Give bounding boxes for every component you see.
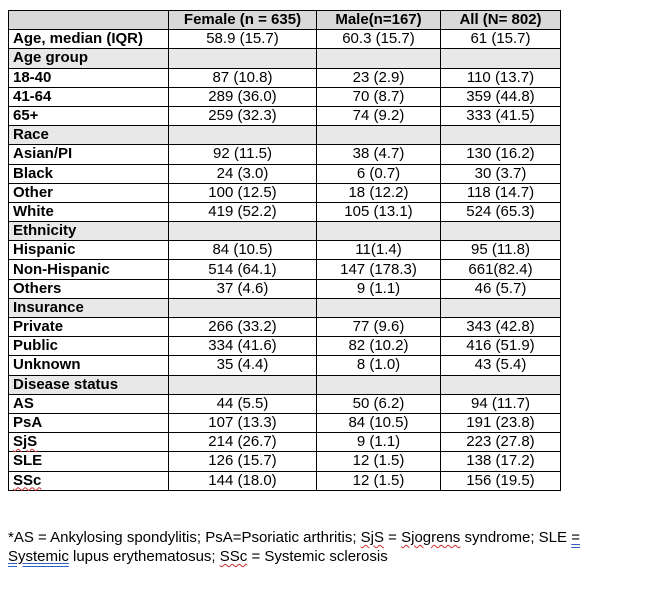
footnote-text: = [384,529,402,546]
cell-male [317,126,441,145]
header-cell-all: All (N= 802) [441,11,561,30]
row-label [9,433,169,452]
demographics-table [8,10,561,491]
row-label: Other [9,183,169,202]
cell-all: 61 (15.7) [441,30,561,49]
cell-all: 130 (16.2) [441,145,561,164]
table-row [9,337,561,356]
cell-all [441,49,561,68]
cell-female: 266 (33.2) [169,318,317,337]
cell-female [169,126,317,145]
table-row [9,202,561,221]
cell-all: 156 (19.5) [441,471,561,490]
footnote-sjogrens: Sjogrens [401,529,461,546]
cell-female: 259 (32.3) [169,106,317,125]
cell-female: 107 (13.3) [169,413,317,432]
cell-male: 11(1.4) [317,241,441,260]
cell-male: 84 (10.5) [317,413,441,432]
cell-all [441,126,561,145]
ssc-label: SSc [13,471,42,489]
cell-female: 37 (4.6) [169,279,317,298]
row-label [9,471,169,490]
header-cell-female: Female (n = 635) [169,11,317,30]
table-row [9,241,561,260]
cell-male: 9 (1.1) [317,279,441,298]
cell-all: 95 (11.8) [441,241,561,260]
cell-male: 74 (9.2) [317,106,441,125]
cell-female: 92 (11.5) [169,145,317,164]
cell-male [317,375,441,394]
footnote-text: syndrome; SLE [460,529,572,546]
cell-all: 333 (41.5) [441,106,561,125]
cell-female: 35 (4.4) [169,356,317,375]
cell-female: 58.9 (15.7) [169,30,317,49]
footnote [8,528,638,566]
cell-male: 23 (2.9) [317,68,441,87]
cell-all: 223 (27.8) [441,433,561,452]
section-label: Ethnicity [9,222,169,241]
cell-male: 70 (8.7) [317,87,441,106]
cell-female [169,375,317,394]
cell-female [169,49,317,68]
footnote-text: = Systemic sclerosis [247,548,388,565]
row-label: Hispanic [9,241,169,260]
row-label: Public [9,337,169,356]
table-row [9,318,561,337]
cell-male: 60.3 (15.7) [317,30,441,49]
cell-male: 9 (1.1) [317,433,441,452]
cell-female: 44 (5.5) [169,394,317,413]
cell-female: 419 (52.2) [169,202,317,221]
section-row [9,298,561,317]
section-label: Age group [9,49,169,68]
table-row [9,471,561,490]
cell-all: 30 (3.7) [441,164,561,183]
cell-female: 144 (18.0) [169,471,317,490]
cell-male [317,222,441,241]
cell-male: 105 (13.1) [317,202,441,221]
cell-female: 126 (15.7) [169,452,317,471]
table-row [9,30,561,49]
table-row [9,145,561,164]
row-label: Private [9,318,169,337]
row-label: Black [9,164,169,183]
cell-male: 77 (9.6) [317,318,441,337]
footnote-sjs: SjS [360,529,384,546]
cell-female: 289 (36.0) [169,87,317,106]
row-label: Age, median (IQR) [9,30,169,49]
row-label: Asian/PI [9,145,169,164]
cell-all: 191 (23.8) [441,413,561,432]
section-row [9,49,561,68]
table-row [9,87,561,106]
table-row [9,394,561,413]
cell-female: 334 (41.6) [169,337,317,356]
table-row [9,164,561,183]
row-label: Others [9,279,169,298]
cell-male: 12 (1.5) [317,471,441,490]
cell-all [441,222,561,241]
sjs-label: SjS [13,433,38,451]
row-label: SLE [9,452,169,471]
section-row [9,375,561,394]
footnote-text: lupus erythematosus; [68,548,220,565]
footnote-text: *AS = Ankylosing spondylitis; PsA=Psoriatic arthritis; [8,529,361,546]
row-label: Non-Hispanic [9,260,169,279]
row-label: PsA [9,413,169,432]
cell-male [317,298,441,317]
cell-female [169,298,317,317]
section-label: Insurance [9,298,169,317]
section-row [9,126,561,145]
header-row [9,11,561,30]
header-cell-male: Male(n=167) [317,11,441,30]
cell-female: 24 (3.0) [169,164,317,183]
cell-male: 50 (6.2) [317,394,441,413]
table-row [9,183,561,202]
table-row [9,279,561,298]
cell-all: 43 (5.4) [441,356,561,375]
cell-female: 84 (10.5) [169,241,317,260]
cell-all: 661(82.4) [441,260,561,279]
cell-female: 514 (64.1) [169,260,317,279]
cell-all: 138 (17.2) [441,452,561,471]
table-row [9,68,561,87]
footnote-systemic: Systemic [8,548,69,565]
cell-male: 8 (1.0) [317,356,441,375]
cell-all: 416 (51.9) [441,337,561,356]
cell-male: 18 (12.2) [317,183,441,202]
table-row [9,433,561,452]
footnote-ssc: SSc [219,548,248,565]
header-cell-blank [9,11,169,30]
cell-all: 343 (42.8) [441,318,561,337]
row-label: 65+ [9,106,169,125]
section-label: Race [9,126,169,145]
cell-female: 87 (10.8) [169,68,317,87]
footnote-equals: = [571,529,580,546]
cell-female [169,222,317,241]
section-row [9,222,561,241]
cell-male: 12 (1.5) [317,452,441,471]
cell-all: 110 (13.7) [441,68,561,87]
table-row [9,260,561,279]
table-row [9,106,561,125]
row-label: AS [9,394,169,413]
row-label: 41-64 [9,87,169,106]
cell-all: 94 (11.7) [441,394,561,413]
row-label: Unknown [9,356,169,375]
cell-female: 214 (26.7) [169,433,317,452]
cell-male: 6 (0.7) [317,164,441,183]
cell-male: 38 (4.7) [317,145,441,164]
cell-all: 118 (14.7) [441,183,561,202]
cell-all [441,375,561,394]
table-row [9,452,561,471]
row-label: White [9,202,169,221]
cell-all: 359 (44.8) [441,87,561,106]
cell-all: 524 (65.3) [441,202,561,221]
cell-male [317,49,441,68]
cell-male: 147 (178.3) [317,260,441,279]
cell-female: 100 (12.5) [169,183,317,202]
table-row [9,413,561,432]
table-row [9,356,561,375]
row-label: 18-40 [9,68,169,87]
cell-all [441,298,561,317]
cell-male: 82 (10.2) [317,337,441,356]
section-label: Disease status [9,375,169,394]
cell-all: 46 (5.7) [441,279,561,298]
